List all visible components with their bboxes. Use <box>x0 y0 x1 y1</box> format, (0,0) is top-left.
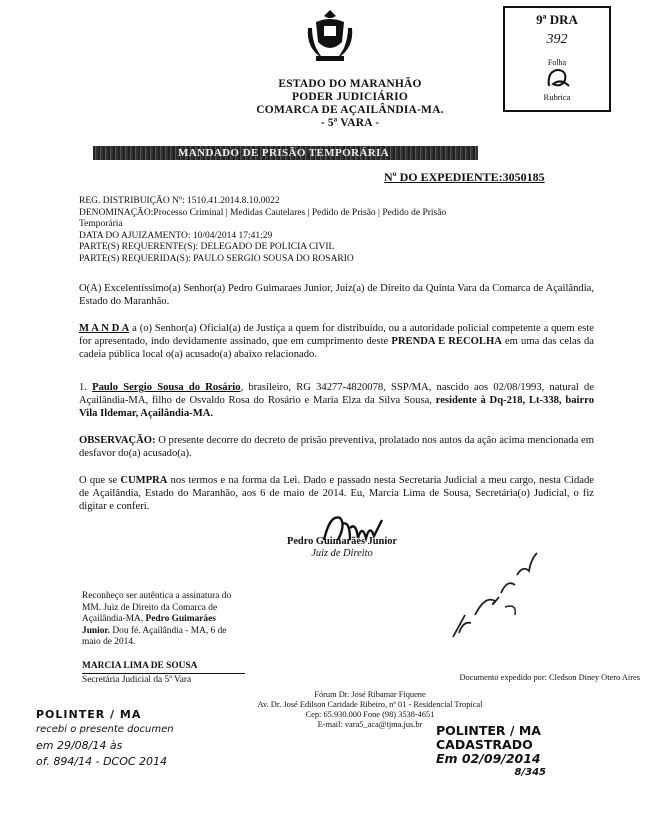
accused-paragraph <box>79 381 594 421</box>
meta-denominacao: DENOMINAÇÃO:Processo Criminal | Medidas Cautelares | Pedido de Prisão | Pedido de Prisão <box>79 207 447 218</box>
judge-name: Pedro Guimarães Junior <box>286 536 398 547</box>
authentication-judge-name: Pedro Guimarães Junior. <box>82 614 216 636</box>
meta-requerida: PARTE(S) REQUERIDA(S): PAULO SERGIO SOUSA DO ROSARIO <box>79 253 354 264</box>
expediente-number <box>384 170 545 185</box>
polinter-receipt-office: of. 894/14 - DCOC 2014 <box>36 755 168 768</box>
meta-data: DATA DO AJUIZAMENTO: 10/04/2014 17:41:29 <box>79 230 273 241</box>
closing-text-3: Marcia Lima de Sousa, Secretária(o) Judicial, o fiz digitar e conferi. <box>79 488 594 513</box>
handwritten-note <box>445 545 545 645</box>
document-title-banner <box>93 146 478 160</box>
manda-text-2: em uma das celas da cadeia pública local o(a) acusado(a) abaixo relacionado. <box>79 336 594 361</box>
polinter-registered-stamp <box>436 724 586 780</box>
footer-cep: Cep: 65.930.000 Fone (98) 3538-4651 <box>305 710 435 719</box>
polinter-receipt-stamp <box>36 708 201 768</box>
closing-cumpra: CUMPRA <box>120 475 168 486</box>
polinter-receipt-title: POLINTER / MA <box>36 708 142 721</box>
closing-paragraph <box>79 474 594 514</box>
manda-order: PRENDA E RECOLHA <box>391 336 502 348</box>
header-district: COMARCA DE AÇAILÂNDIA-MA. <box>256 104 444 116</box>
accused-residence: residente à Dq-218, Lt-338, bairro Vila Ildemar, Açailândia-MA. <box>79 395 594 420</box>
case-metadata <box>79 196 579 266</box>
expediente-label: Nº DO EXPEDIENTE: <box>384 170 503 184</box>
authentication-block <box>82 591 245 686</box>
manda-text-1: a (o) Senhor(a) Oficial(a) de Justiça a quem for distribuído, ou a autoridade policial competente a quem este for apresentado, indo devidamente assinado, que em cumprimento deste <box>79 323 594 348</box>
page-stamp-box <box>503 6 611 112</box>
authentication-signer-role: Secretária Judicial da 5ª Vara <box>82 673 245 687</box>
meta-denominacao-cont: Temporária <box>79 219 123 230</box>
coat-of-arms-emblem <box>302 8 358 64</box>
polinter-registered-title: POLINTER / MA <box>436 723 541 738</box>
polinter-registered-number: 8/345 <box>514 767 546 778</box>
observation-paragraph <box>79 434 594 460</box>
meta-reg: REG. DISTRIBUIÇÃO Nº: 1510.41.2014.8.10.0022 <box>79 196 280 206</box>
stamp-page-number: 392 <box>546 32 568 47</box>
authentication-text-1: Reconheço ser autêntica a assinatura do MM. Juiz de Direito da Comarca de Açailândia-MA, <box>82 591 232 625</box>
meta-requerente: PARTE(S) REQUERENTE(S): DELEGADO DE POLICIA CIVIL <box>79 242 335 253</box>
authentication-text-2: Dou fé. Açailândia - MA, 6 de maio de 2014. <box>82 625 227 648</box>
stamp-folha-label: Folha <box>547 58 567 67</box>
manda-word: M A N D A <box>79 323 130 334</box>
polinter-registered-status: CADASTRADO <box>436 737 533 752</box>
closing-text-1: O que se <box>79 475 121 486</box>
rubrica-initials <box>543 66 573 92</box>
authentication-signer-name: MARCIA LIMA DE SOUSA <box>82 660 198 671</box>
intro-paragraph: O(A) Excelentíssimo(a) Senhor(a) Pedro Guimaraes Junior, Juiz(a) de Direito da Quinta Vara da Comarca de Açailândia, Estado do Maranhão. <box>79 283 594 308</box>
document-title: MANDADO DE PRISÃO TEMPORÁRIA <box>178 147 390 159</box>
accused-details: , brasileiro, RG 34277-4820078, SSP/MA, nascido aos 02/08/1993, natural de Açailândia-MA, filho de Osvaldo Rosa do Rosário e Maria Elza da Silva Sousa, <box>79 382 595 407</box>
stamp-division: 9ª DRA <box>536 12 578 27</box>
header-court: - 5ª VARA - <box>320 117 380 129</box>
header-state: ESTADO DO MARANHÃO <box>278 78 422 90</box>
expediente-value: 3050185 <box>502 170 545 184</box>
accused-name: Paulo Sergio Sousa do Rosário <box>92 382 241 393</box>
footer-address: Av. Dr. José Edilson Caridade Ribeiro, nº 01 - Residencial Tropical <box>257 700 483 709</box>
polinter-registered-date: Em 02/09/2014 <box>436 751 541 766</box>
footer-email: E-mail: vara5_aca@tjma.jus.br <box>317 720 423 729</box>
accused-number: 1. <box>79 382 93 393</box>
polinter-receipt-line: recebi o presente documen <box>36 724 174 735</box>
header-power: PODER JUDICIÁRIO <box>292 91 408 103</box>
authentication-text <box>82 591 245 649</box>
stamp-rubrica-label: Rubrica <box>543 92 571 102</box>
footer-expedido: Documento expedido por: Cledson Diney Otero Aires <box>459 673 640 682</box>
polinter-receipt-date: em 29/08/14 às <box>36 739 123 752</box>
manda-paragraph <box>79 322 594 362</box>
judge-title: Juiz de Direito <box>311 548 373 559</box>
observation-label: OBSERVAÇÃO: <box>79 435 156 446</box>
closing-text-2: nos termos e na forma da Lei. Dado e passado nesta Secretaria Judicial a meu cargo, nesta Cidade de Açailândia, Estado do Maranhão, aos 6 de maio de 2014. Eu, <box>79 475 594 500</box>
observation-text: O presente decorre do decreto de prisão preventiva, prolatado nos autos da ação acima mencionada em desfavor do(a) acusado(a). <box>79 435 594 460</box>
footer-forum: Fórum Dr. José Ribamar Fiquene <box>314 690 426 699</box>
